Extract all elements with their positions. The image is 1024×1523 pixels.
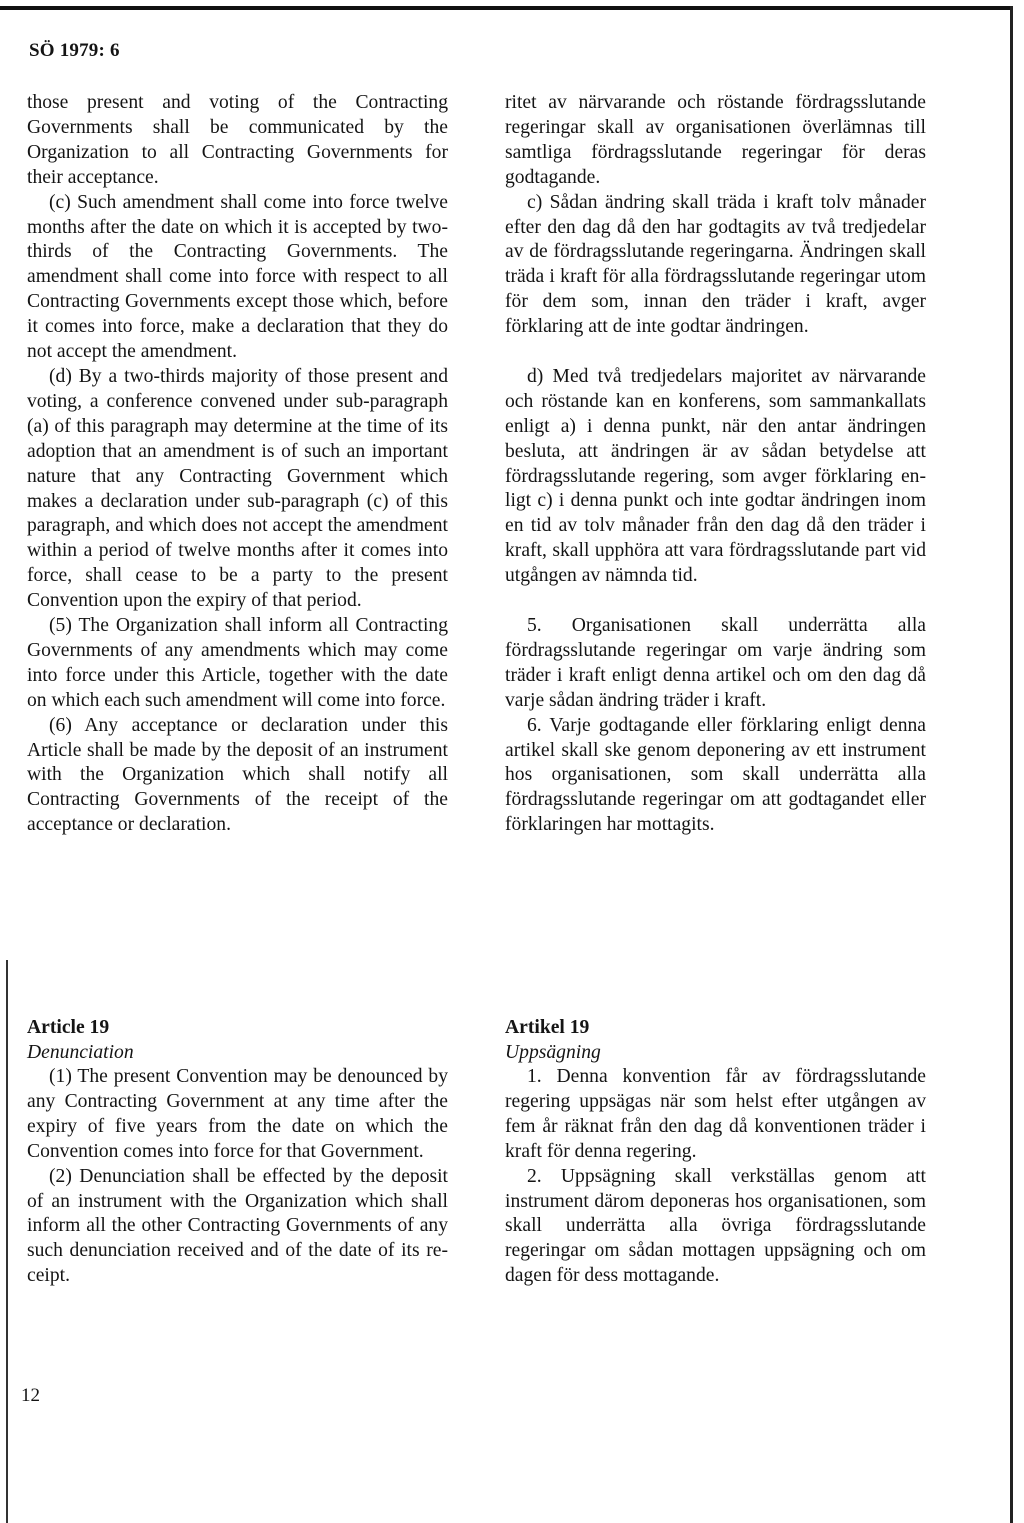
- top-border-rule: [0, 6, 1012, 10]
- english-paragraph: those present and voting of the Contracting Governments shall be communicated by the Organization to all Contracting Governments for their acceptance.: [27, 92, 448, 188]
- page-number: 12: [21, 1385, 40, 1406]
- article-paragraph: (2) Denunciation shall be effected by the deposit of an instrument with the Organization which shall inform all the other Contracting Governments of any such denunciation received and of the date of its receipt.: [27, 1165, 448, 1287]
- english-paragraph: (5) The Organization shall inform all Contracting Governments of any amendments which may come into force under this Article, together with the date on which each such amendment will come into force.: [27, 615, 448, 711]
- swedish-paragraph: 6. Varje godtagande eller förklaring enligt denna artikel skall ske genom deponering av ett instrument hos organisationen, som skall underrätta alla fördragsslutande regeringar om att godtagandet eller förklaringen har mottagits.: [505, 714, 926, 836]
- english-article-19: [27, 1015, 448, 1289]
- article-subtitle: Uppsägning: [505, 1042, 601, 1063]
- swedish-paragraph: 5. Organisationen skall underrätta alla fördragsslutande regeringar om varje ändring som träder i kraft enligt denna artikel och om den dag då varje sådan ändring träder i kraft.: [505, 615, 926, 711]
- right-border-rule: [1010, 6, 1013, 1523]
- article-paragraph: (1) The present Convention may be denounced by any Contracting Government at any time after the expiry of five years from the date on which the Convention comes into force for that Government.: [27, 1066, 448, 1162]
- english-paragraph: (d) By a two-thirds majority of those present and voting, a conference convened under sub-paragraph (a) of this paragraph may determine at the time of its adoption that an amendment is of such an important nature that any Contracting Government which makes a declaration under sub-paragraph (c) of this paragraph, and which does not accept the amendment within a period of twelve months after it comes into force, shall cease to be a party to the present Convention upon the expiry of that period.: [27, 365, 448, 612]
- english-paragraph: (c) Such amendment shall come into force twelve months after the date on which it is accepted by two-thirds of the Contracting Governments. The amendment shall come into force with respect to all Contracting Governments except those which, before it comes into force, make a declaration that they do not accept the amendment.: [27, 191, 448, 363]
- swedish-paragraph: c) Sådan ändring skall träda i kraft tolv månader efter den dag då den har godtagits av två tredjedelar av de fördragsslutande regeringarna. Ändringen skall träda i kraft för alla fördragsslutande regeringar utom för dem som, innan den träder i kraft, avger förklaring att de inte godtar ändringen.: [505, 191, 926, 338]
- article-subtitle: Denunciation: [27, 1042, 134, 1063]
- swedish-paragraph: ritet av närvarande och röstande fördragsslutande regeringar skall av organisationen överlämnas till samtliga fördragsslutande regeringar för deras godtagande.: [505, 92, 926, 188]
- article-paragraph: 2. Uppsägning skall verkställas genom att instrument därom deponeras hos organisationen, som skall underrätta alla övriga fördragsslutande regeringar om sådan mottagen uppsägning och om dagen för dess mottagande.: [505, 1165, 926, 1287]
- article-title: Artikel 19: [505, 1017, 590, 1038]
- article-title: Article 19: [27, 1017, 110, 1038]
- swedish-article-19: [505, 1015, 926, 1289]
- article-paragraph: 1. Denna konvention får av fördragsslutande regering uppsägas när som helst efter utgången av fem år räknat från den dag då konventionen träder i kraft för denna regering.: [505, 1066, 926, 1162]
- swedish-paragraph: d) Med två tredjedelars majoritet av närvarande och röstande kan en konferens, som sammankallats enligt a) i denna punkt, när den antar ändringen besluta, att ändringen är av sådan betydelse att fördragsslutande regering, som avger förklaring enligt c) i denna punkt och inte godtar ändringen inom en tid av tolv månader från den dag då den träder i kraft, skall upphöra att vara fördragsslutande part vid utgången av nämnda tid.: [505, 365, 926, 587]
- swedish-column: [505, 91, 926, 838]
- english-column: [27, 91, 448, 838]
- english-paragraph: (6) Any acceptance or declaration under this Article shall be made by the deposit of an instrument with the Organization which shall notify all Contracting Governments of the receipt of the acceptance or declaration.: [27, 714, 448, 836]
- left-border-rule: [6, 960, 8, 1523]
- document-reference: SÖ 1979: 6: [29, 40, 120, 61]
